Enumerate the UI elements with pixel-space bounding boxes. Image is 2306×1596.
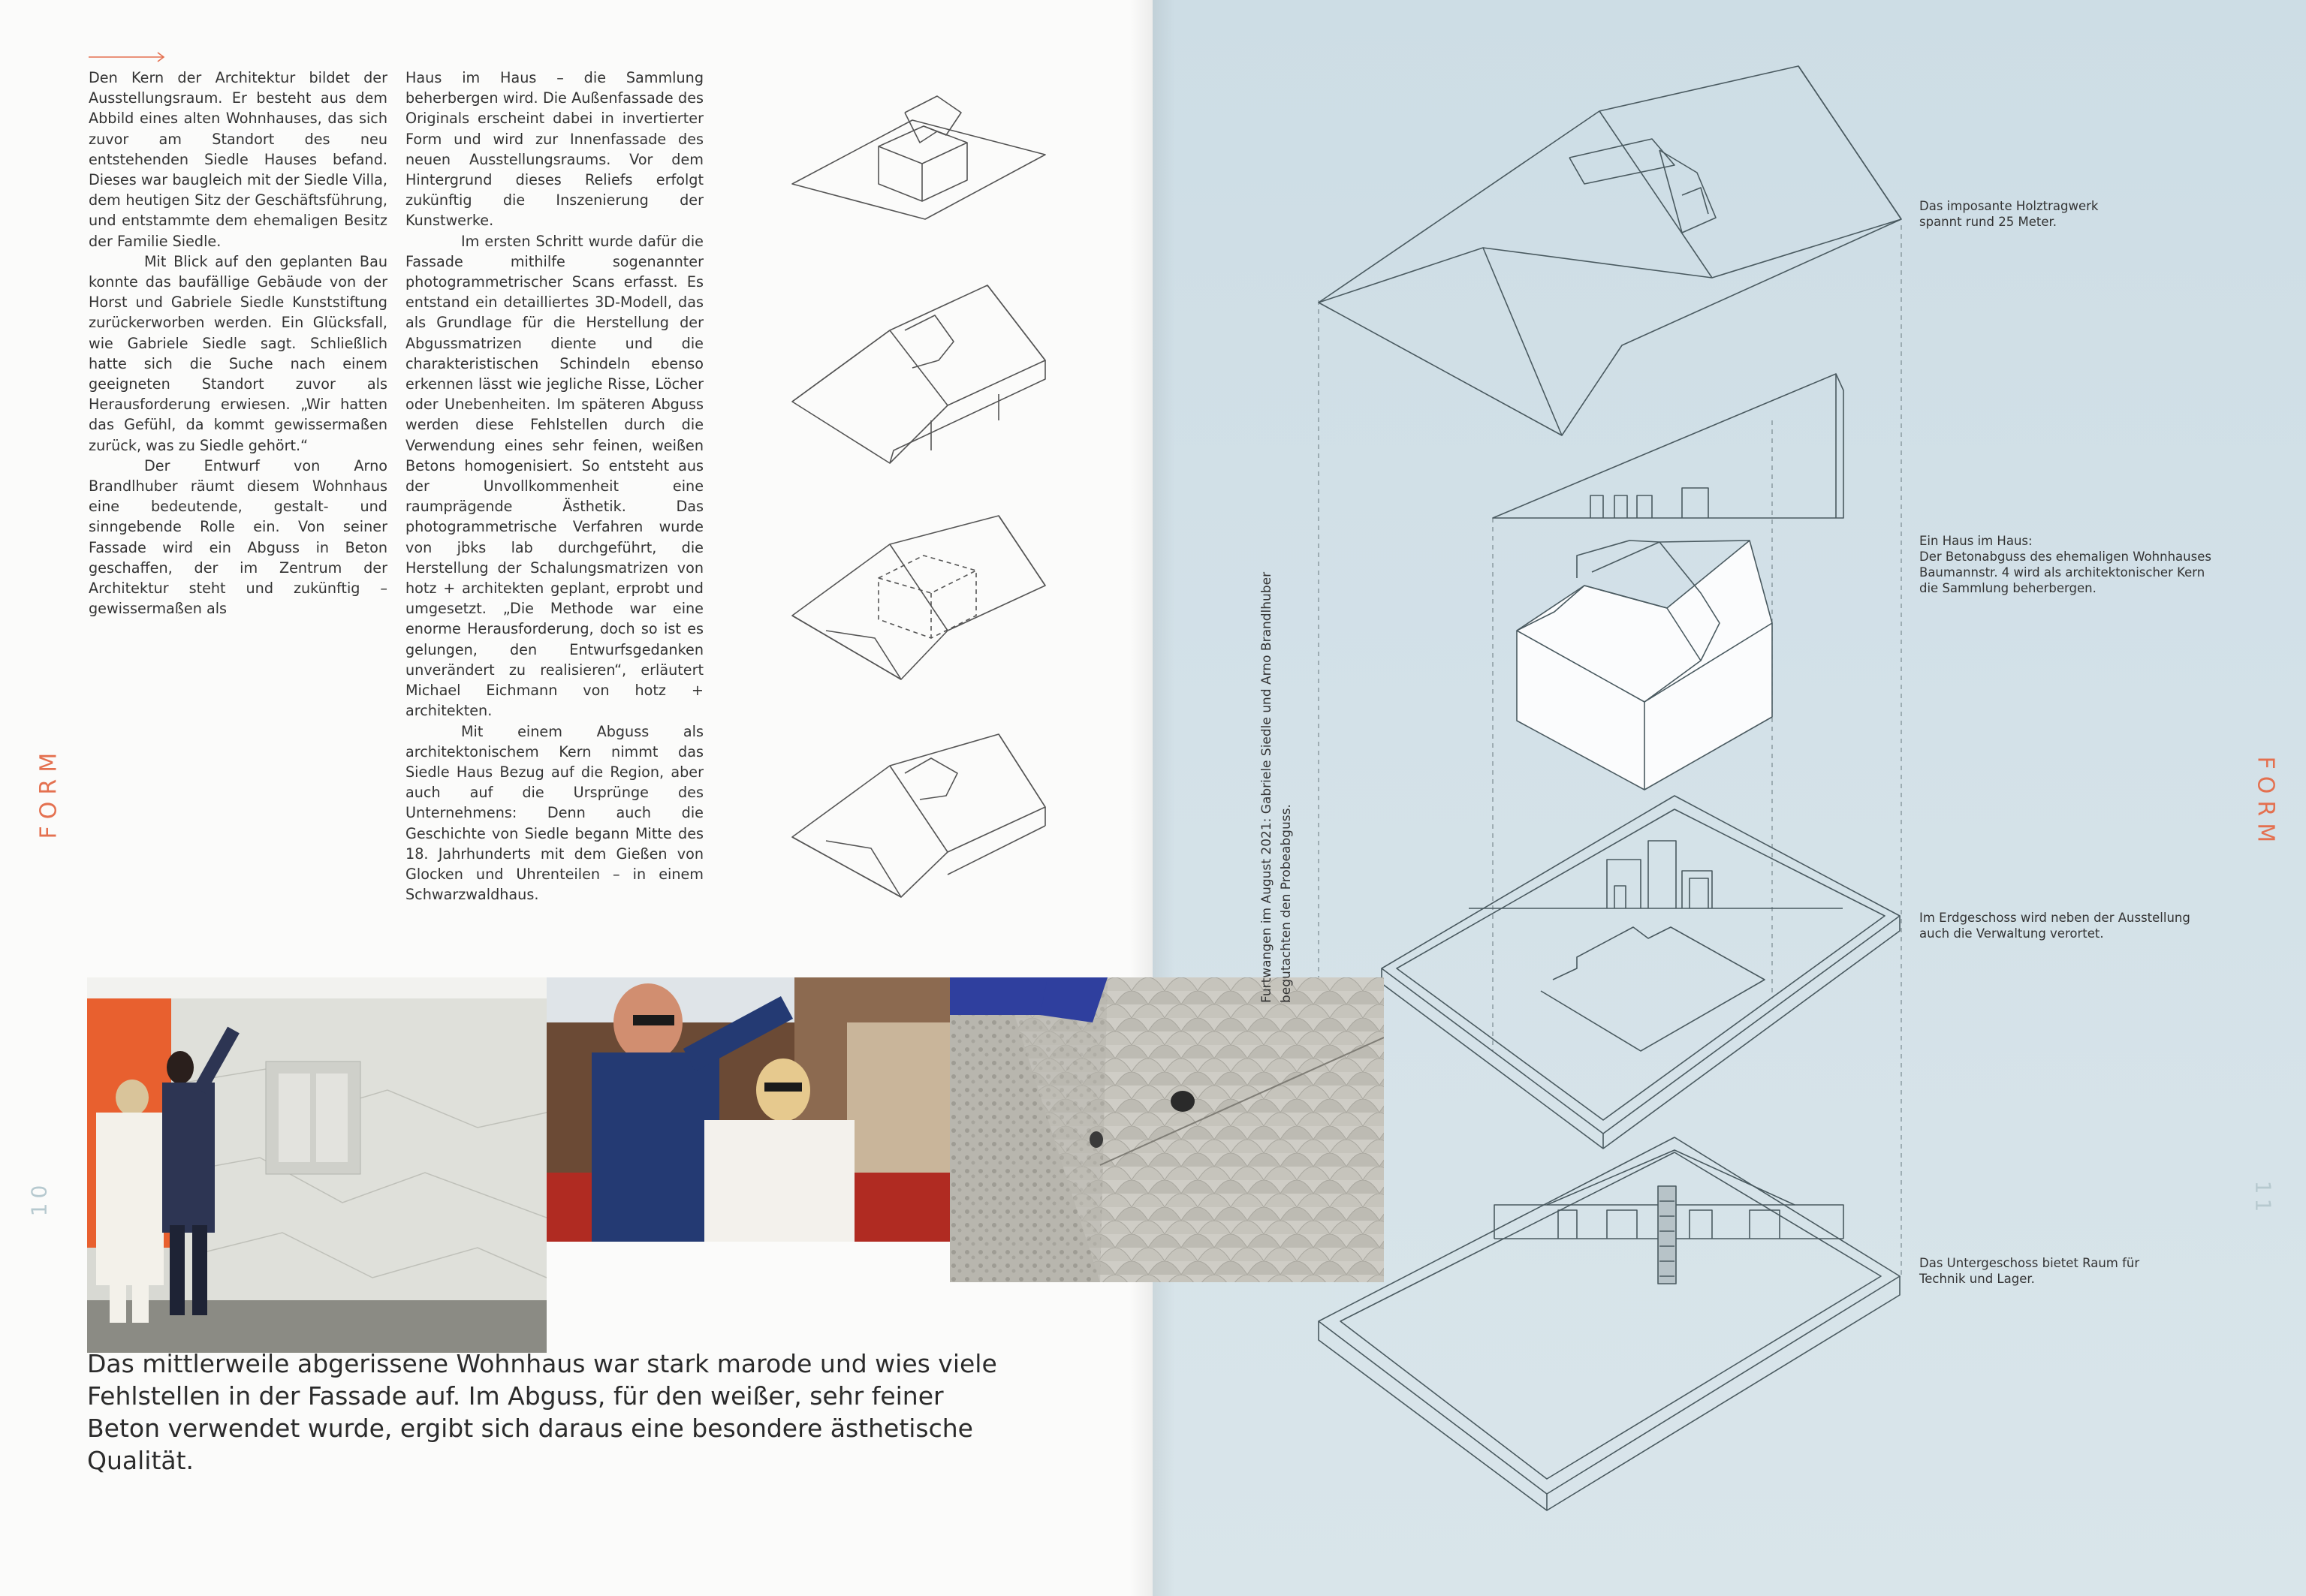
paragraph: Im ersten Schritt wurde dafür die Fassade mithilfe sogenannter photogrammetrischer Scans erfasst. Es entstand ein detailliertes 3D-Modell, das als Grundlage für die Herstellung der Abgussmatrizen diente und die charakteristischen Schindeln ebenso erkennen lässt wie jegliche Risse, Löcher oder Unebenheiten. Im späteren Abguss werden diese Fehlstellen durch die Verwendung eines sehr feinen, weißen Betons homogenisiert. So entsteht aus der Unvollkommenheit eine raumprägende Ästhetik. Das photogrammetrische Verfahren wurde von jbks lab durchgeführt, die Herstellung der Schalungsmatrizen von hotz + architekten geplant, erprobt und umgesetzt. „Die Methode war eine enorme Herausforderung, doch so ist es gelungen, den Entwurfsgedanken unverändert zu realisieren“, erläutert Michael Eichmann von hotz + architekten. xyxy=(405,232,704,720)
photo-siedle-brandlhuber xyxy=(547,977,950,1242)
annotation-roof xyxy=(1919,198,2220,230)
paragraph: Mit Blick auf den geplanten Bau konnte das baufällige Gebäude von der Horst und Gabriele Siedle Kunststiftung zurückerworben werden. Ein Glücksfall, wie Gabriele Siedle sagt. Schließlich hatte sich die Suche nach einem geeigneten Standort zuvor als Herausforderung erwiesen. „Wir hatten das Gefühl, da kommt gewissermaßen zurück, was zu Siedle gehört.“ xyxy=(89,252,387,454)
house-diagram-section xyxy=(792,516,1045,679)
section-label: FORM xyxy=(2252,756,2279,850)
annotation-line: Das Untergeschoss bietet Raum für xyxy=(1919,1256,2140,1270)
annotation-line: die Sammlung beherbergen. xyxy=(1919,581,2097,595)
annotation-line: spannt rund 25 Meter. xyxy=(1919,215,2057,229)
annotation-basement xyxy=(1919,1255,2220,1287)
annotation-haus xyxy=(1919,533,2220,596)
house-diagram-closed xyxy=(792,734,1045,897)
paragraph: Den Kern der Architektur bildet der Ausstellungsraum. Er besteht aus dem Abbild eines alten Wohnhauses, das sich zuvor am Standort des neu entstehenden Siedle Hauses befand. Dieses war baugleich mit der Siedle Villa, dem heutigen Sitz der Geschäftsführung, und entstammte dem ehemaligen Besitz der Familie Siedle. xyxy=(89,69,387,250)
annotation-line: Baumannstr. 4 wird als architektonischer Kern xyxy=(1919,565,2205,580)
photo-concrete-relief-detail xyxy=(950,977,1384,1282)
house-diagram-site xyxy=(792,96,1045,219)
page-number: 11 xyxy=(2250,1180,2276,1217)
paragraph: Haus im Haus – die Sammlung beherbergen wird. Die Außenfassade des Originals erscheint dabei in invertierter Form und wird zur Innenfassade des neuen Ausstellungsraums. Vor dem Hintergrund dieses Reliefs erfolgt zukünftig die Inszenierung der Kunstwerke. xyxy=(405,69,704,230)
section-label: FORM xyxy=(35,745,62,839)
annotation-ground-floor xyxy=(1919,910,2220,941)
page-number: 10 xyxy=(26,1180,52,1217)
annotation-line: Technik und Lager. xyxy=(1919,1272,2035,1286)
photo-caption: Das mittlerweile abgerissene Wohnhaus war stark marode und wies viele Fehlstellen in der Fassade auf. Im Abguss, für den weißer, sehr feiner Beton verwendet wurde, ergibt sich daraus eine besondere ästhetische Qualität. xyxy=(87,1349,997,1475)
concrete-house-cast xyxy=(1517,541,1772,790)
basement xyxy=(1319,1137,1900,1510)
annotation-line: auch die Verwaltung verortet. xyxy=(1919,926,2104,941)
roof-structure xyxy=(1319,66,1901,435)
vertical-photo-caption: Furtwangen im August 2021: Gabriele Siedle und Arno Brandlhuber begutachten den Probeabguss. xyxy=(1259,571,1294,1003)
annotation-line: Im Erdgeschoss wird neben der Ausstellung xyxy=(1919,911,2190,925)
annotation-line: Das imposante Holztragwerk xyxy=(1919,199,2099,213)
photo-facade-inspection xyxy=(87,977,547,1353)
annotation-line: Der Betonabguss des ehemaligen Wohnhauses xyxy=(1919,550,2211,564)
paragraph: Der Entwurf von Arno Brandlhuber räumt diesem Wohnhaus eine bedeutende, gestalt- und sinngebende Rolle ein. Von seiner Fassade wird ein Abguss in Beton geschaffen, der im Zentrum der Architektur steht und zukünftig – gewissermaßen als xyxy=(89,456,387,618)
paragraph: Mit einem Abguss als architektonischem Kern nimmt das Siedle Haus Bezug auf die Region, aber auch auf die Ursprünge des Unternehmens: Denn auch die Geschichte von Siedle begann Mitte des 18. Jahrhunderts mit dem Gießen von Glocken und Uhrenteilen – in einem Schwarzwaldhaus. xyxy=(405,722,704,904)
house-diagram-roof xyxy=(792,285,1045,463)
ground-floor xyxy=(1382,796,1900,1149)
annotation-line: Ein Haus im Haus: xyxy=(1919,534,2033,548)
